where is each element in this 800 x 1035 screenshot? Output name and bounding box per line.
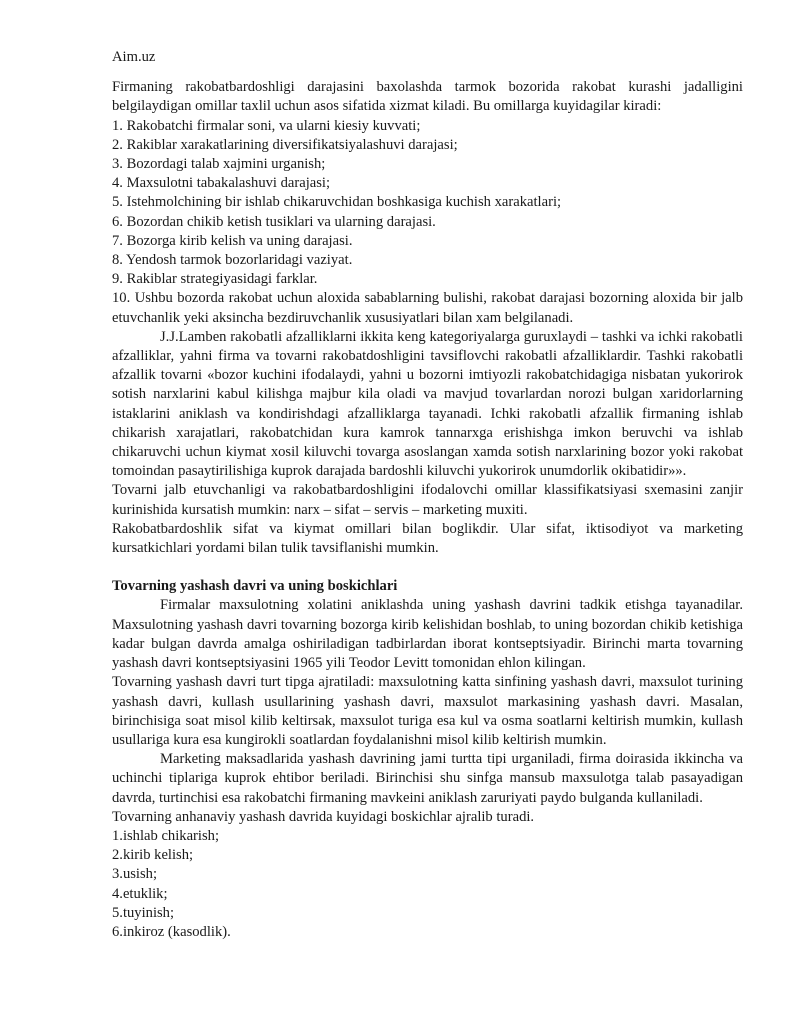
list-item: 3. Bozordagi talab xajmini urganish; xyxy=(112,156,326,173)
list-item: 4.etuklik; xyxy=(112,885,168,902)
list-item: 8. Yendosh tarmok bozorlaridagi vaziyat. xyxy=(112,252,353,269)
list-item: 2.kirib kelish; xyxy=(112,847,194,864)
types-paragraph: Tovarning yashash davri turt tipga ajratiladi: maxsulotning katta sinfining yashash davri, maxsulot turining yashash davri, kullash usullarining yashash davri, maxsulot markasining yashash davri. Masalan, birinchisiga soat misol kilib keltirsak, maxsulot turiga esa kul va osma soatlarni keltirish mumkin, kullash usullariga kura esa kungirokli soatlardan foydalanishni misol kilib keltirish mumkin. xyxy=(112,674,743,748)
factors-list xyxy=(112,117,743,328)
list-item: 9. Rakiblar strategiyasidagi farklar. xyxy=(112,271,318,288)
section-heading: Tovarning yashash davri va uning boskichlari xyxy=(112,578,398,595)
stages-intro-paragraph: Tovarning anhanaviy yashash davrida kuyidagi boskichlar ajralib turadi. xyxy=(112,808,535,825)
marketing-paragraph: Marketing maksadlarida yashash davrining jami turtta tipi urganiladi, firma doirasida ikkincha va uchinchi tiplariga kuprok ehtibor beriladi. Birinchisi shu sinfga mansub maxsulotga talab pasayadigan davrda, turtinchisi esa rakobatchi firmaning mavkeini aniklash zaruriyati paydo bulganda kullaniladi. xyxy=(112,751,743,806)
list-item: 4. Maxsulotni tabakalashuvi darajasi; xyxy=(112,175,331,192)
list-item: 10. Ushbu bozorda rakobat uchun aloxida sabablarning bulishi, rakobat darajasi bozorning aloxida bir jalb etuvchanlik yeki aksincha bezdiruvchanlik xususiyatlari bilan xam belgilanadi. xyxy=(112,290,743,326)
site-name: Aim.uz xyxy=(112,49,156,65)
document-page xyxy=(112,48,743,942)
lamben-paragraph: J.J.Lamben rakobatli afzalliklarni ikkita keng kategoriyalarga guruxlaydi – tashki va ichki rakobatli afzalliklar, yahni firma va tovarni rakobatdoshligini tavsiflovchi rakobatli afzalliklardir. Tashki rakobatli afzallik tovarni «bozor kuchini ifodalaydi, yahni u bozorni imtiyozli rakobatchidagiga nisbatan yukorirok sotish narxlarini kabul kilishga majbur kila oladi va mavjud tovarlardan norozi bulgan xaridorlarning istaklarini aniklash va kondirishdagi afzalliklarga tayanadi. Ichki rakobatli afzallik firmaning ishlab chikarish xarajatlari, rakobatchidan kura kamrok tannarxga erishishga imkon beruvchi va ishlab chikaruvchi uchun kiymat xosil kiluvchi tovarga asoslangan xamda sotish narxlarining bozor yoki rakobat tomoindan pasaytirilishiga kuprok darajada bardoshli kiluvchi yukorirok unumdorlik okibatidir»». xyxy=(112,328,743,480)
stages-list xyxy=(112,827,743,942)
list-item: 5.tuyinish; xyxy=(112,904,175,921)
list-item: 1.ishlab chikarish; xyxy=(112,827,220,844)
list-item: 5. Istehmolchining bir ishlab chikaruvchidan boshkasiga kuchish xarakatlari; xyxy=(112,194,562,211)
list-item: 6. Bozordan chikib ketish tusiklari va ularning darajasi. xyxy=(112,213,436,230)
list-item: 7. Bozorga kirib kelish va uning darajasi. xyxy=(112,232,353,249)
quality-paragraph: Rakobatbardoshlik sifat va kiymat omillari bilan boglikdir. Ular sifat, iktisodiyot va marketing kursatkichlari yordami bilan tulik tavsiflanishi mumkin. xyxy=(112,520,743,557)
intro-paragraph: Firmaning rakobatbardoshligi darajasini baxolashda tarmok bozorida rakobat kurashi jadalligini belgilaydigan omillar taxlil uchun asos sifatida xizmat kiladi. Bu omillarga kuyidagilar kiradi: xyxy=(112,79,743,115)
lifecycle-paragraph: Firmalar maxsulotning xolatini aniklashda uning yashash davrini tadkik etishga tayanadilar. Maxsulotning yashash davri tovarning bozorga kirib kelishidan boshlab, to uning bozordan chikib ketishiga kadar bulgan davrda amalga oshiriladigan tadbirlardan iborat kontseptsiyadir. Birinchi marta tovarning yashash davri kontseptsiyasini 1965 yili Teodor Levitt tomonidan ehlon kilingan. xyxy=(112,597,743,672)
chain-paragraph: Tovarni jalb etuvchanligi va rakobatbardoshligini ifodalovchi omillar klassifikatsiyasi sxemasini zanjir kurinishida kursatish mumkin: narx – sifat – servis – marketing muxiti. xyxy=(112,482,743,518)
list-item: 2. Rakiblar xarakatlarining diversifikatsiyalashuvi darajasi; xyxy=(112,136,458,153)
list-item: 1. Rakobatchi firmalar soni, va ularni kiesiy kuvvati; xyxy=(112,117,421,134)
list-item: 3.usish; xyxy=(112,866,158,883)
list-item: 6.inkiroz (kasodlik). xyxy=(112,923,231,940)
